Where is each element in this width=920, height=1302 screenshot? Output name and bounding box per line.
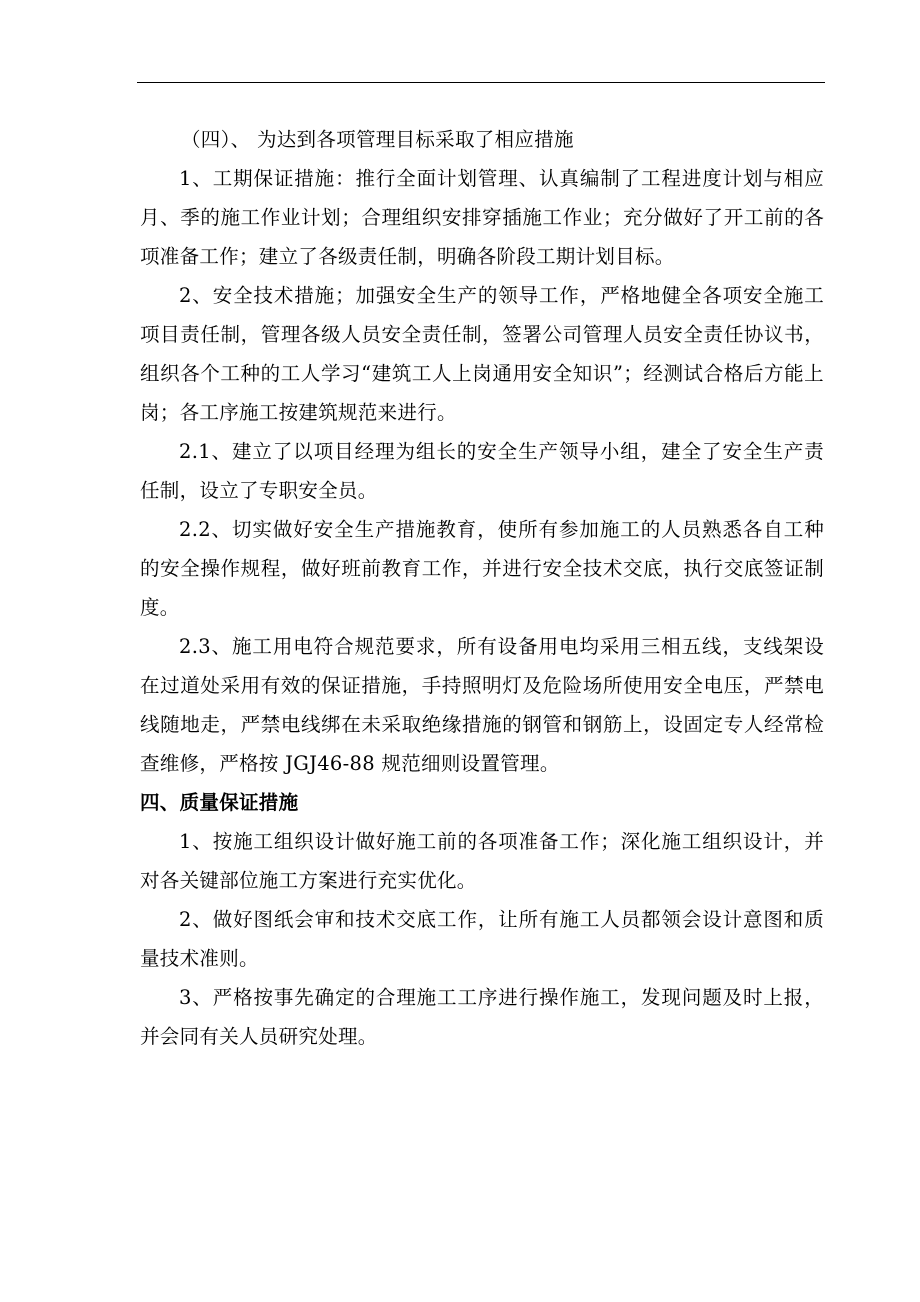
paragraph-safety-2-1: 2.1、建立了以项目经理为组长的安全生产领导小组，建全了安全生产责任制，设立了专职安全员。: [140, 440, 824, 502]
header-rule: [137, 82, 825, 83]
paragraph-quality-1: 1、按施工组织设计做好施工前的各项准备工作；深化施工组织设计，并对各关键部位施工方案进行充实优化。: [140, 830, 824, 892]
paragraph-safety-measures: 2、安全技术措施；加强安全生产的领导工作，严格地健全各项安全施工项目责任制，管理各级人员安全责任制，签署公司管理人员安全责任协议书，组织各个工种的工人学习“建筑工人上岗通用安全知识”；经测试合格后方能上岗；各工序施工按建筑规范来进行。: [140, 284, 824, 424]
paragraph-quality-2: 2、做好图纸会审和技术交底工作，让所有施工人员都领会设计意图和质量技术准则。: [140, 908, 824, 970]
document-body: [140, 120, 824, 1056]
paragraph-safety-2-3: 2.3、施工用电符合规范要求，所有设备用电均采用三相五线，支线架设在过道处采用有效的保证措施，手持照明灯及危险场所使用安全电压，严禁电线随地走，严禁电线绑在未采取绝缘措施的钢管和钢筋上，设固定专人经常检查维修，严格按 JGJ46-88 规范细则设置管理。: [140, 635, 824, 775]
paragraph-schedule-measures: 1、工期保证措施：推行全面计划管理、认真编制了工程进度计划与相应月、季的施工作业计划；合理组织安排穿插施工作业；充分做好了开工前的各项准备工作；建立了各级责任制，明确各阶段工期计划目标。: [140, 167, 824, 268]
section-heading-quality: 四、质量保证措施: [140, 791, 299, 814]
section-subheading: （四）、 为达到各项管理目标采取了相应措施: [181, 128, 574, 151]
paragraph-quality-3: 3、严格按事先确定的合理施工工序进行操作施工，发现问题及时上报，并会同有关人员研究处理。: [140, 986, 824, 1048]
paragraph-safety-2-2: 2.2、切实做好安全生产措施教育，使所有参加施工的人员熟悉各自工种的安全操作规程，做好班前教育工作，并进行安全技术交底，执行交底签证制度。: [140, 518, 824, 619]
